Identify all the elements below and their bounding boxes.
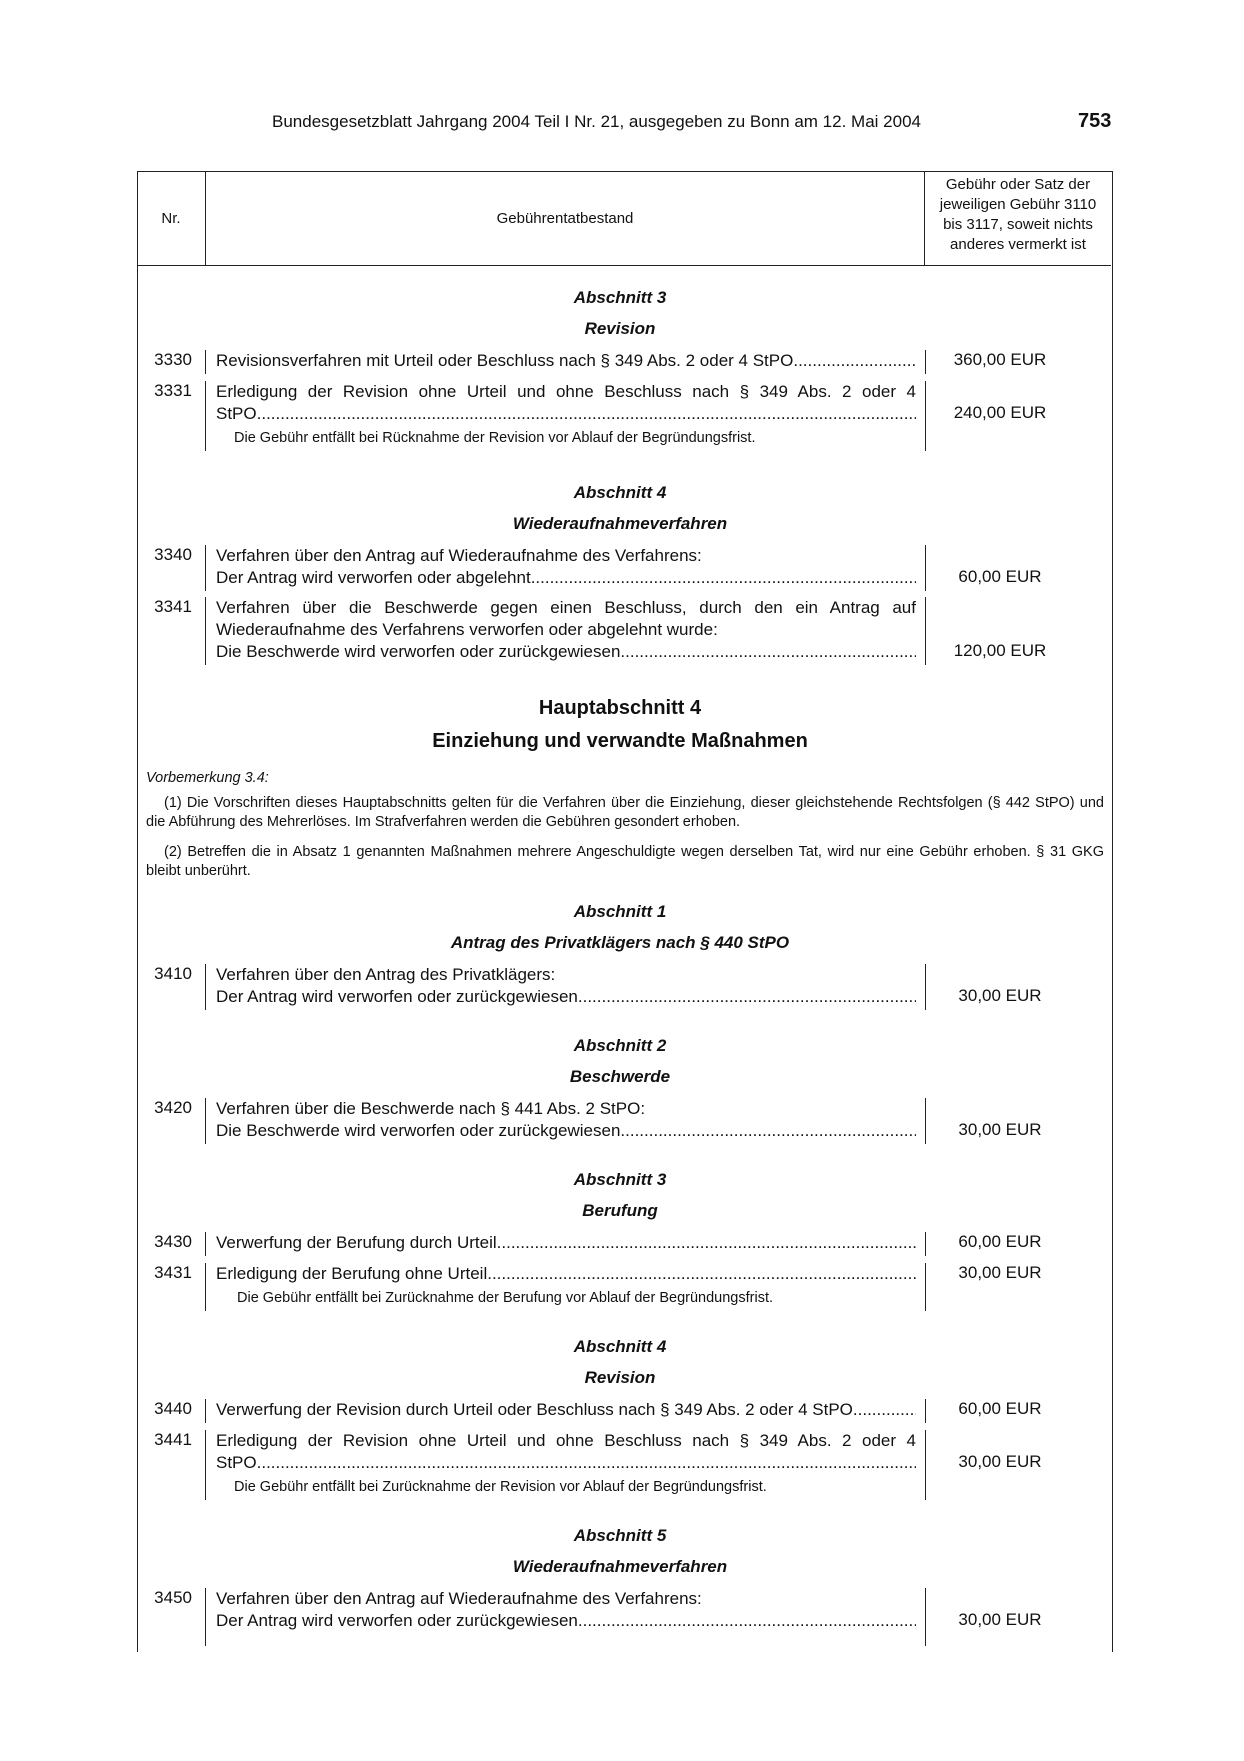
fee-text: Die Beschwerde wird verworfen oder zurückgewiesen [216, 1121, 621, 1140]
section-title: Abschnitt 2 [573, 1036, 667, 1055]
fee-amount: 30,00 EUR [958, 1610, 1042, 1629]
column-rule [205, 381, 206, 451]
column-rule [925, 1399, 926, 1423]
column-rule [205, 1098, 206, 1144]
fee-text: Erledigung der Berufung ohne Urteil [216, 1264, 488, 1283]
fee-description [216, 986, 916, 1007]
fee-description [216, 1452, 916, 1473]
fee-amount: 240,00 EUR [953, 403, 1047, 422]
section-title: Abschnitt 1 [573, 902, 667, 921]
section-subtitle: Wiederaufnahmeverfahren [512, 514, 728, 533]
fee-text: Revisionsverfahren mit Urteil oder Beschluss nach § 349 Abs. 2 oder 4 StPO [216, 351, 794, 370]
page-header [0, 112, 1244, 138]
publication-title: Bundesgesetzblatt Jahrgang 2004 Teil I Nr. 21, ausgegeben zu Bonn am 12. Mai 2004 [272, 112, 921, 131]
fee-number: 3431 [154, 1263, 192, 1282]
section-subtitle: Revision [584, 1368, 656, 1387]
fee-amount: 60,00 EUR [958, 1232, 1042, 1251]
fee-description [216, 350, 916, 371]
fee-description-line: Verfahren über den Antrag auf Wiederaufnahme des Verfahrens: [216, 1589, 702, 1608]
dot-leader [497, 1232, 916, 1253]
fee-amount: 30,00 EUR [958, 1120, 1042, 1139]
column-rule [205, 1588, 206, 1646]
dot-leader [578, 986, 916, 1007]
fee-note: Die Gebühr entfällt bei Zurücknahme der Revision vor Ablauf der Begründungsfrist. [234, 1479, 767, 1495]
fee-description-line: Wiederaufnahme des Verfahrens verworfen oder abgelehnt wurde: [216, 620, 718, 639]
column-header-line: jeweiligen Gebühr 3110 [939, 196, 1097, 213]
section-title: Abschnitt 4 [573, 1337, 667, 1356]
fee-description-line: Verfahren über die Beschwerde nach § 441 Abs. 2 StPO: [216, 1099, 646, 1118]
preliminary-note-paragraph: (1) Die Vorschriften dieses Hauptabschnitts gelten für die Verfahren über die Einziehung, dieser gleichstehende Rechtsfolgen (§ 442 StPO) und die Abführung des Mehrerlöses. Im Strafverfahren werden die Gebühren gesondert erhoben. [146, 795, 1104, 830]
table-header [137, 171, 1111, 266]
column-rule [925, 350, 926, 374]
fee-description-line: Verfahren über den Antrag auf Wiederaufnahme des Verfahrens: [216, 546, 702, 565]
dot-leader [257, 403, 916, 424]
section-subtitle: Wiederaufnahmeverfahren [512, 1557, 728, 1576]
column-rule [925, 1232, 926, 1256]
column-header-line: anderes vermerkt ist [950, 236, 1086, 253]
fee-number: 3450 [154, 1588, 192, 1607]
fee-text: Der Antrag wird verworfen oder abgelehnt [216, 568, 531, 587]
fee-description [216, 1399, 916, 1420]
fee-description [216, 641, 916, 662]
fee-number: 3410 [154, 964, 192, 983]
column-rule [925, 597, 926, 665]
section-subtitle: Berufung [582, 1201, 658, 1220]
column-rule [205, 545, 206, 591]
fee-description-line: Erledigung der Revision ohne Urteil und ohne Beschluss nach § 349 Abs. 2 oder 4 [216, 382, 916, 401]
section-subtitle: Revision [584, 319, 656, 338]
fee-text: Verwerfung der Berufung durch Urteil [216, 1233, 497, 1252]
fee-amount: 60,00 EUR [958, 567, 1042, 586]
column-rule [205, 597, 206, 665]
page-number: 753 [1078, 110, 1112, 132]
column-rule [925, 381, 926, 451]
column-header-gebuehr [925, 175, 1111, 255]
dot-leader [487, 1263, 916, 1284]
column-header-line: bis 3117, soweit nichts [943, 216, 1093, 233]
column-rule [205, 350, 206, 374]
section-title: Abschnitt 3 [573, 1170, 667, 1189]
section-title: Abschnitt 3 [573, 288, 667, 307]
fee-number: 3340 [154, 545, 192, 564]
fee-description [216, 1120, 916, 1141]
fee-number: 3430 [154, 1232, 192, 1251]
section-title: Abschnitt 5 [573, 1526, 667, 1545]
column-rule [925, 1430, 926, 1500]
column-header-nr: Nr. [137, 171, 206, 265]
fee-number: 3330 [154, 350, 192, 369]
column-rule [205, 1430, 206, 1500]
fee-amount: 30,00 EUR [958, 1263, 1042, 1282]
section-subtitle: Antrag des Privatklägers nach § 440 StPO [450, 933, 790, 952]
fee-description [216, 1232, 916, 1253]
main-section-subtitle: Einziehung und verwandte Maßnahmen [432, 730, 808, 752]
fee-number: 3420 [154, 1098, 192, 1117]
fee-description-line: Erledigung der Revision ohne Urteil und ohne Beschluss nach § 349 Abs. 2 oder 4 [216, 1431, 916, 1450]
dot-leader [578, 1610, 916, 1631]
column-rule [205, 1399, 206, 1423]
fee-text: Der Antrag wird verworfen oder zurückgewiesen [216, 1611, 578, 1630]
fee-number: 3331 [154, 381, 192, 400]
column-rule [925, 1588, 926, 1646]
fee-number: 3441 [154, 1430, 192, 1449]
dot-leader [853, 1399, 916, 1420]
fee-number: 3341 [154, 597, 192, 616]
dot-leader [793, 350, 916, 371]
fee-text: StPO [216, 404, 257, 423]
fee-amount: 120,00 EUR [953, 641, 1047, 660]
dot-leader [531, 567, 916, 588]
main-section-title: Hauptabschnitt 4 [538, 697, 702, 719]
fee-description-line: Verfahren über den Antrag des Privatklägers: [216, 965, 556, 984]
preliminary-note-paragraph: (2) Betreffen die in Absatz 1 genannten Maßnahmen mehrere Angeschuldigte wegen derselben Tat, wird nur eine Gebühr erhoben. § 31 GKG bleibt unberührt. [146, 844, 1104, 879]
fee-description [216, 567, 916, 588]
column-rule [205, 1263, 206, 1311]
section-subtitle: Beschwerde [569, 1067, 671, 1086]
fee-text: Verwerfung der Revision durch Urteil oder Beschluss nach § 349 Abs. 2 oder 4 StPO [216, 1400, 853, 1419]
fee-description [216, 1263, 916, 1284]
dot-leader [257, 1452, 916, 1473]
column-rule [925, 964, 926, 1010]
fee-note: Die Gebühr entfällt bei Zurücknahme der Berufung vor Ablauf der Begründungsfrist. [237, 1290, 773, 1306]
section-title: Abschnitt 4 [573, 483, 667, 502]
fee-text: Der Antrag wird verworfen oder zurückgewiesen [216, 987, 578, 1006]
fee-text: StPO [216, 1453, 257, 1472]
fee-number: 3440 [154, 1399, 192, 1418]
preliminary-note-label: Vorbemerkung 3.4: [146, 770, 269, 786]
column-header-line: Gebühr oder Satz der [945, 176, 1091, 193]
column-rule [205, 964, 206, 1010]
fee-amount: 60,00 EUR [958, 1399, 1042, 1418]
fee-amount: 30,00 EUR [958, 986, 1042, 1005]
fee-description [216, 403, 916, 424]
dot-leader [620, 1120, 916, 1141]
fee-text: Die Beschwerde wird verworfen oder zurückgewiesen [216, 642, 621, 661]
fee-amount: 30,00 EUR [958, 1452, 1042, 1471]
column-header-gebuehrentatbestand: Gebührentatbestand [206, 171, 925, 265]
column-rule [925, 545, 926, 591]
column-rule [205, 1232, 206, 1256]
fee-amount: 360,00 EUR [953, 350, 1047, 369]
column-rule [925, 1098, 926, 1144]
fee-description [216, 1610, 916, 1631]
fee-description-line: Verfahren über die Beschwerde gegen einen Beschluss, durch den ein Antrag auf [216, 598, 916, 617]
dot-leader [620, 641, 916, 662]
fee-note: Die Gebühr entfällt bei Rücknahme der Revision vor Ablauf der Begründungsfrist. [234, 430, 756, 446]
